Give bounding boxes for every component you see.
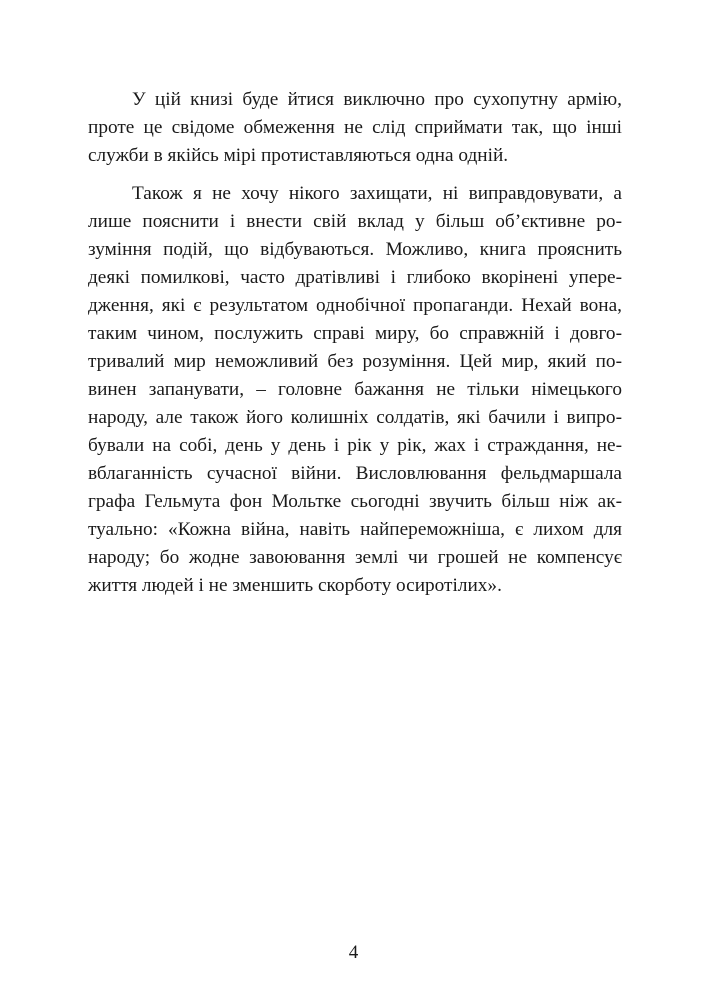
page-number: 4 [348, 942, 359, 963]
text-line: вблаганність сучасної війни. Висловлювання фельдмаршала [88, 463, 622, 484]
text-line: У цій книзі буде йтися виключно про сухопутну армію, [132, 89, 622, 110]
text-line: служби в якійсь мірі протиставляються одна одній. [88, 145, 509, 166]
text-line: графа Гельмута фон Мольтке сьогодні звучить більш ніж ак- [88, 491, 622, 512]
text-line: життя людей і не зменшить скорботу осиротілих». [88, 575, 502, 596]
text-line: Також я не хочу нікого захищати, ні виправдовувати, а [132, 183, 622, 204]
text-line: зуміння подій, що відбуваються. Можливо, книга прояснить [88, 239, 622, 260]
text-line: дження, які є результатом однобічної пропаганди. Нехай вона, [88, 295, 622, 316]
text-line: народу; бо жодне завоювання землі чи грошей не компенсує [88, 547, 622, 568]
text-line: таким чином, послужить справі миру, бо справжній і довго- [88, 323, 622, 344]
body-text [88, 86, 622, 610]
text-line: винен запанувати, – головне бажання не тільки німецького [88, 379, 622, 400]
text-line: проте це свідоме обмеження не слід сприймати так, що інші [88, 117, 622, 138]
text-line: лише пояснити і внести свій вклад у більш об’єктивне ро- [88, 211, 622, 232]
text-line: бували на собі, день у день і рік у рік, жах і страждання, не- [88, 435, 622, 456]
text-line: деякі помилкові, часто дратівливі і глибоко вкорінені упере- [88, 267, 622, 288]
paragraph [88, 180, 622, 600]
text-line: тривалий мир неможливий без розуміння. Цей мир, який по- [88, 351, 622, 372]
text-line: народу, але також його колишніх солдатів, які бачили і випро- [88, 407, 622, 428]
paragraph [88, 86, 622, 170]
text-line: туально: «Кожна війна, навіть найпереможніша, є лихом для [88, 519, 622, 540]
